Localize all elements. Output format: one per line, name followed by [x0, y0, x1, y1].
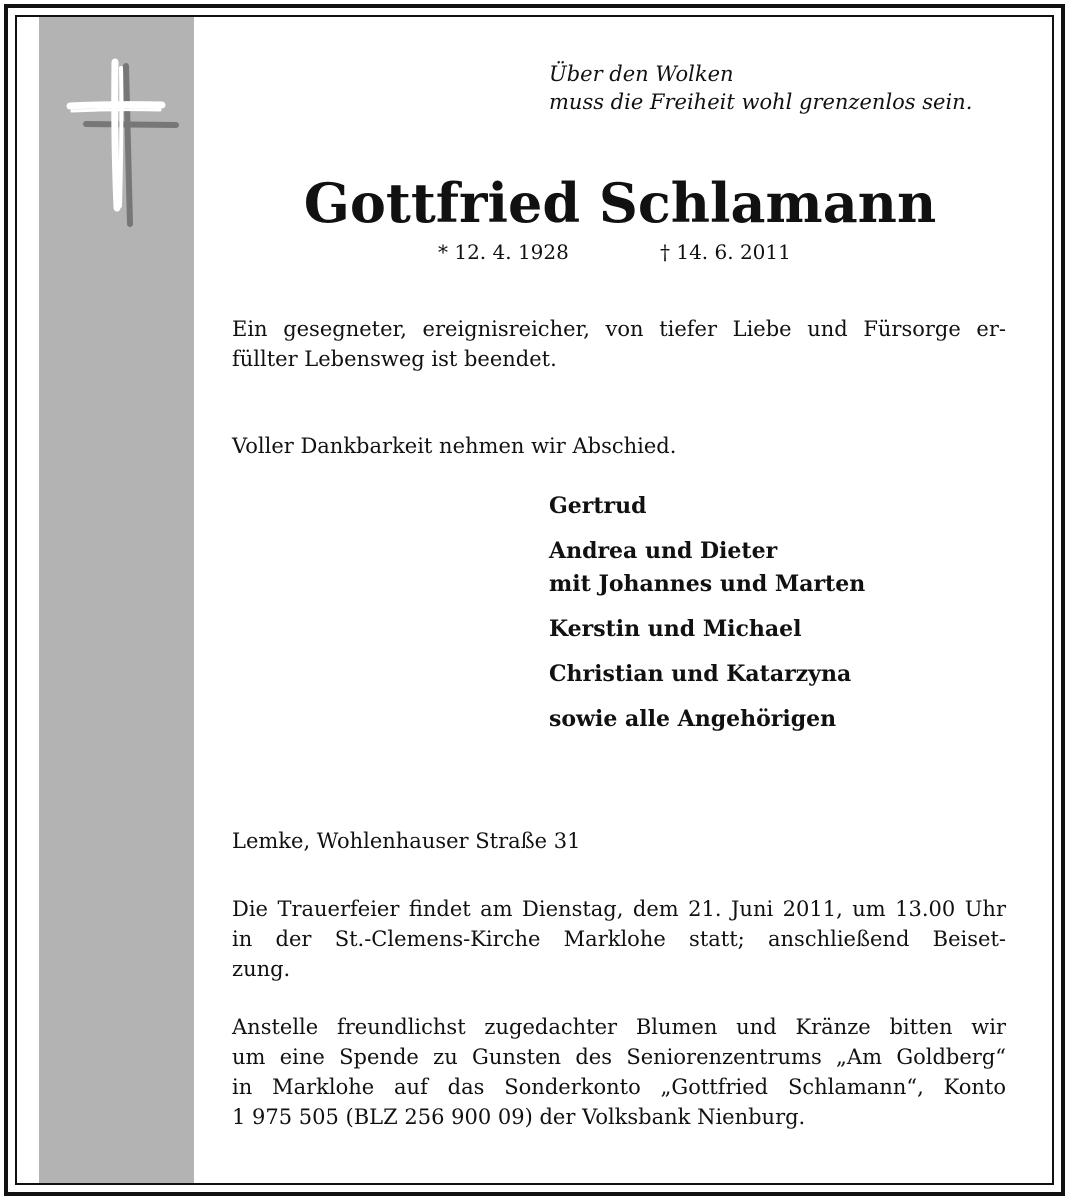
mourner-name: Kerstin und Michael: [549, 616, 802, 642]
intro-paragraph: [232, 314, 1006, 374]
service-paragraph: [232, 894, 1006, 984]
text-line: zung.: [232, 957, 291, 981]
mourners-list: [549, 490, 865, 748]
text-line: Voller Dankbarkeit nehmen wir Abschied.: [232, 434, 677, 458]
text-line: füllter Lebensweg ist beendet.: [232, 347, 557, 371]
mourner-group: [549, 703, 865, 736]
mourner-name: Andrea und Dieter: [549, 538, 778, 564]
deceased-name: Gottfried Schlamann: [303, 171, 937, 235]
cross-icon: [64, 58, 184, 228]
mourner-name: Gertrud: [549, 493, 647, 519]
text-line: Anstelle freundlichst zugedachter Blumen und Kränze bitten wir: [232, 1015, 1006, 1039]
mourner-name: sowie alle Angehörigen: [549, 706, 837, 732]
motto-line: muss die Freiheit wohl grenzenlos sein.: [549, 90, 973, 114]
text-line: in Marklohe auf das Sonderkonto „Gottfried Schlamann“, Konto: [232, 1075, 1006, 1099]
address: [232, 826, 1006, 856]
life-dates: [438, 239, 791, 265]
motto-line: Über den Wolken: [549, 62, 734, 86]
mourner-name: mit Johannes und Marten: [549, 571, 866, 597]
donation-paragraph: [232, 1012, 1006, 1132]
text-line: in der St.-Clemens-Kirche Marklohe statt; anschließend Beiset-: [232, 927, 1006, 951]
death-date: † 14. 6. 2011: [660, 240, 791, 264]
mourner-group: [549, 658, 865, 691]
text-line: Die Trauerfeier findet am Dienstag, dem 21. Juni 2011, um 13.00 Uhr: [232, 897, 1006, 921]
text-line: Lemke, Wohlenhauser Straße 31: [232, 829, 581, 853]
mourner-group: [549, 490, 865, 523]
mourner-group: [549, 613, 865, 646]
text-line: 1 975 505 (BLZ 256 900 09) der Volksbank Nienburg.: [232, 1105, 806, 1129]
mourner-group: [549, 535, 865, 601]
text-line: Ein gesegneter, ereignisreicher, von tiefer Liebe und Fürsorge er-: [232, 317, 1006, 341]
mourner-name: Christian und Katarzyna: [549, 661, 852, 687]
farewell-line: [232, 431, 1006, 461]
text-line: um eine Spende zu Gunsten des Seniorenzentrums „Am Goldberg“: [232, 1045, 1006, 1069]
birth-date: * 12. 4. 1928: [438, 240, 569, 264]
motto: [549, 60, 972, 116]
